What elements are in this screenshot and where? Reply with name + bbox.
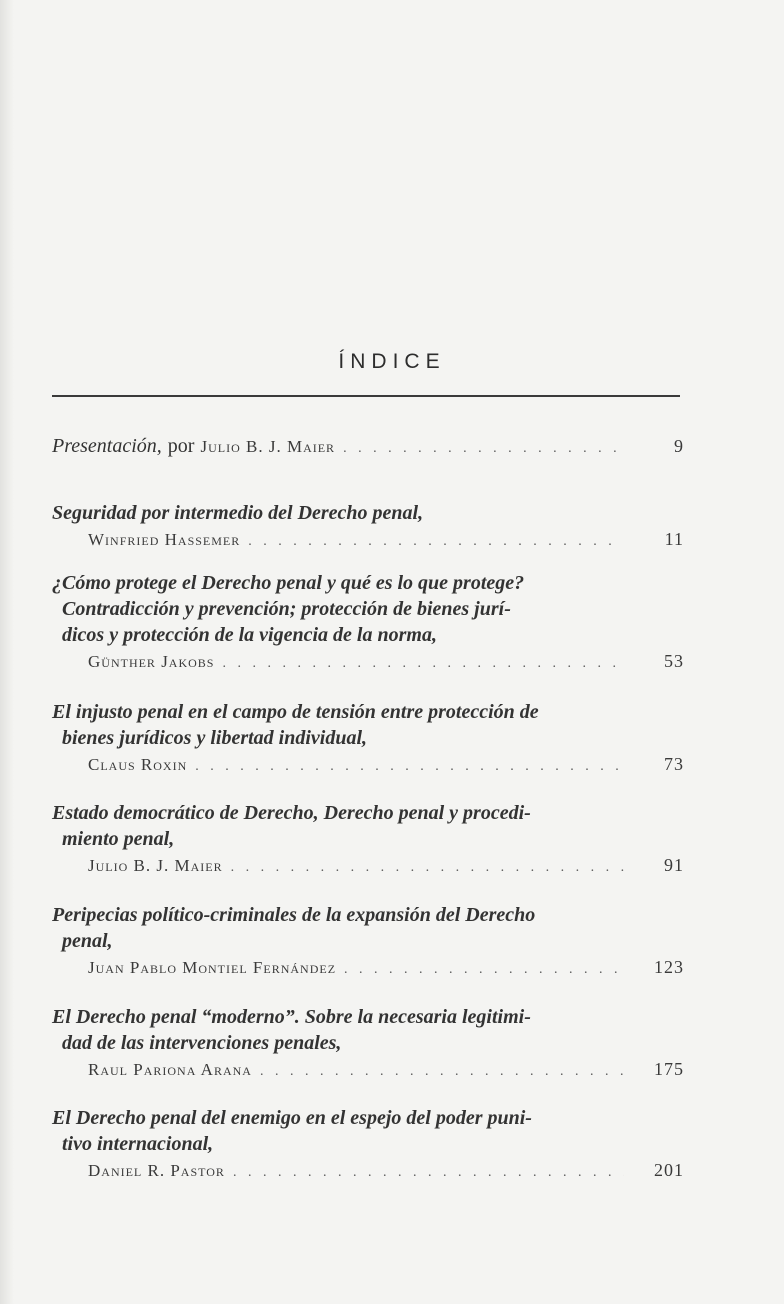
- entry-page-number: 123: [654, 957, 684, 977]
- entry-title-line: bienes jurídicos y libertad individual,: [62, 727, 368, 749]
- entry-title-line: Peripecias político-criminales de la expansión del Derecho: [52, 904, 536, 926]
- entry-title-line: tivo internacional,: [62, 1133, 214, 1155]
- entry-title: Presentación,: [52, 435, 162, 457]
- index-heading: ÍNDICE: [338, 350, 446, 373]
- entry-author: Winfried Hassemer: [88, 530, 241, 549]
- entry-page-number: 9: [674, 436, 684, 456]
- entry-author: Daniel R. Pastor: [88, 1161, 225, 1180]
- entry-title-line: dicos y protección de la vigencia de la norma,: [62, 624, 437, 646]
- entry-page-number: 11: [664, 529, 684, 549]
- entry-title-line: Contradicción y prevención; protección de bienes jurí-: [62, 598, 511, 620]
- entry-prefix: por: [167, 435, 195, 457]
- toc-entry-maier: [52, 800, 684, 878]
- entry-title-line: miento penal,: [62, 828, 175, 850]
- entry-author: Günther Jakobs: [88, 652, 215, 671]
- entry-author-line: [52, 526, 684, 552]
- dot-leader: [231, 855, 624, 881]
- entry-author-line: [52, 954, 684, 980]
- toc-entry-jakobs: [52, 570, 684, 674]
- entry-title-line: El injusto penal en el campo de tensión entre protección de: [52, 701, 539, 723]
- toc-entry-roxin: [52, 699, 684, 777]
- entry-author-line: [52, 1157, 684, 1183]
- toc-entry-montiel: [52, 902, 684, 980]
- entry-title-line: Seguridad por intermedio del Derecho penal,: [52, 502, 424, 524]
- dot-leader: [222, 651, 624, 677]
- toc-entry-pariona: [52, 1004, 684, 1082]
- entry-title-line: El Derecho penal del enemigo en el espejo del poder puni-: [52, 1107, 532, 1129]
- entry-page-number: 53: [664, 651, 684, 671]
- entry-author: Julio B. J. Maier: [88, 856, 223, 875]
- dot-leader: [344, 957, 624, 983]
- dot-leader: [248, 529, 624, 555]
- entry-title-line: dad de las intervenciones penales,: [62, 1032, 342, 1054]
- entry-page-number: 175: [654, 1059, 684, 1079]
- entry-title-line: ¿Cómo protege el Derecho penal y qué es lo que protege?: [52, 572, 525, 594]
- page-edge-shadow: [0, 0, 14, 1304]
- entry-author-line: [52, 648, 684, 674]
- entry-author: Claus Roxin: [88, 755, 188, 774]
- entry-author-line: [52, 751, 684, 777]
- toc-entry-line: [52, 433, 684, 459]
- entry-title-line: Estado democrático de Derecho, Derecho penal y procedi-: [52, 802, 531, 824]
- entry-author: Raul Pariona Arana: [88, 1060, 252, 1079]
- entry-page-number: 73: [664, 754, 684, 774]
- dot-leader: [233, 1160, 624, 1186]
- dot-leader: [195, 754, 624, 780]
- entry-author: Juan Pablo Montiel Fernández: [88, 958, 337, 977]
- entry-author-line: [52, 1056, 684, 1082]
- toc-entry-presentacion: [52, 433, 684, 459]
- entry-author-line: [52, 852, 684, 878]
- entry-author: Julio B. J. Maier: [200, 437, 336, 456]
- toc-entry-hassemer: [52, 500, 684, 552]
- heading-rule: [52, 395, 680, 397]
- entry-page-number: 91: [664, 855, 684, 875]
- toc-entry-pastor: [52, 1105, 684, 1183]
- entry-title-line: penal,: [62, 930, 113, 952]
- dot-leader: [343, 436, 624, 462]
- entry-title-line: El Derecho penal “moderno”. Sobre la necesaria legitimi-: [52, 1006, 531, 1028]
- dot-leader: [260, 1059, 624, 1085]
- entry-page-number: 201: [654, 1160, 684, 1180]
